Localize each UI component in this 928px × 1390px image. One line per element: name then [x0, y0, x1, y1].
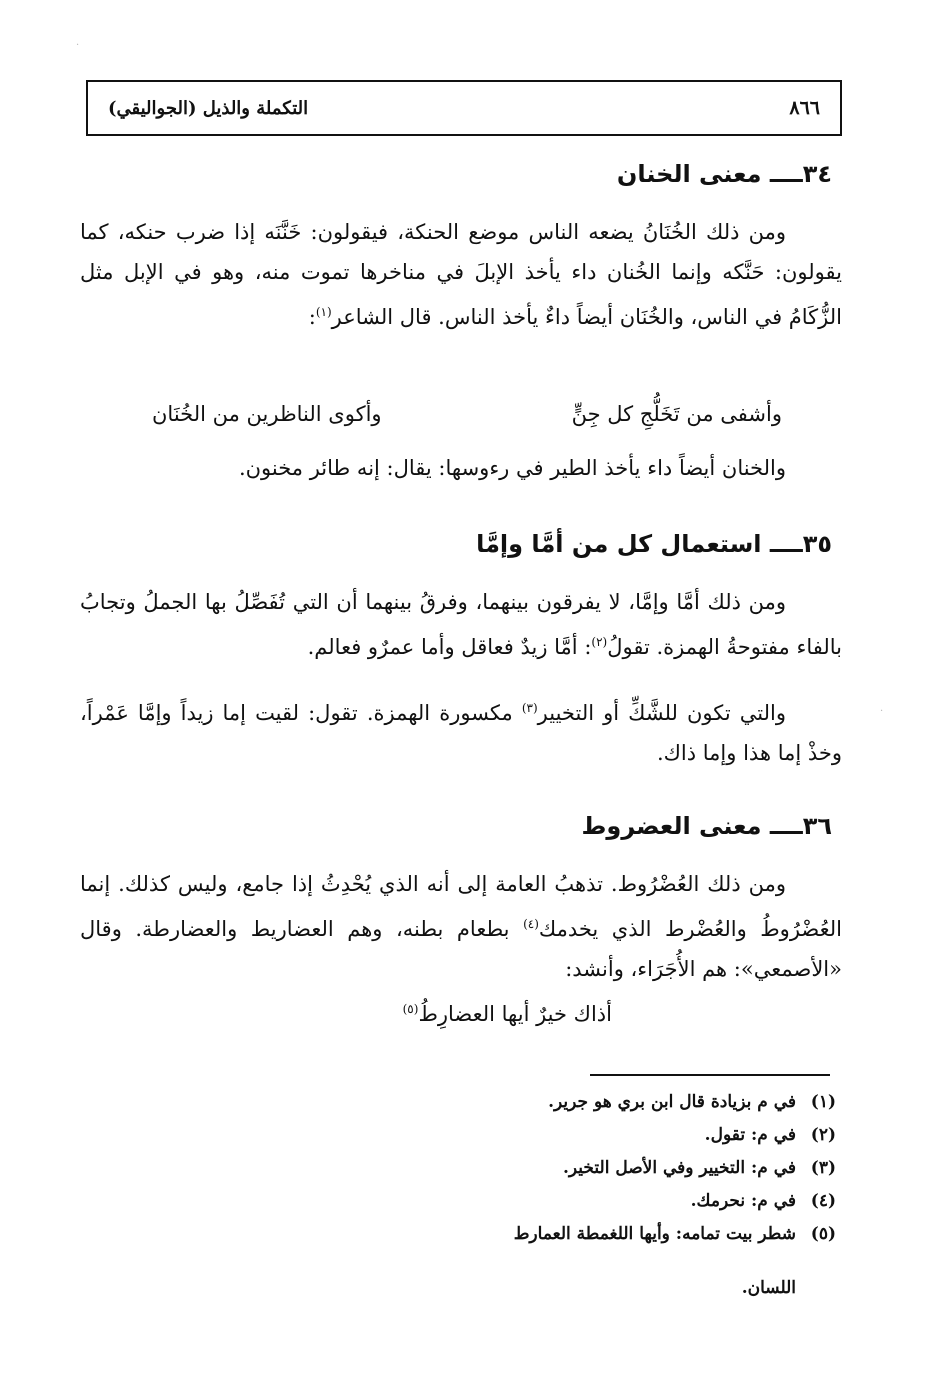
section-34-paragraph-2 [80, 448, 842, 488]
footnote-text: اللسان. [741, 1278, 796, 1298]
footnote-text: في م بزيادة قال ابن بري هو جرير. [548, 1092, 796, 1112]
paragraph-text: ومن ذلك العُضْرُوط. تذهبُ العامة إلى أنه الذي يُحْدِثُ إذا جامع، وليس كذلك. إنما العُضْرُوطُ والعُضْرط الذي يخدمك [80, 872, 842, 941]
paragraph-text: مكسورة الهمزة. تقول: لقيت إما زيداً وإمَّا عَمْراً، وخذْ إما هذا وإما ذاك. [80, 701, 842, 765]
paragraph-text: بطعام بطنه، وهم العضاريط والعضارطة. وقال «الأصمعي»: هم الأُجَرَاء، وأنشد: [80, 917, 842, 981]
footnote-text: في م: نحرمك. [690, 1191, 796, 1211]
footnote-text: في م: تقول. [704, 1125, 796, 1145]
scan-speck: · [880, 706, 884, 717]
section-36-paragraph-1 [80, 864, 842, 989]
paragraph-text: ومن ذلك أمَّا وإمَّا، لا يفرقون بينهما، وفرقُ بينهما أن التي تُفَصِّلُ بها الجملُ وتجابُ بالفاء مفتوحةُ الهمزة. تقولُ [80, 590, 842, 659]
footnote-number: (٥) [810, 1224, 836, 1244]
footnote-marker: (٤) [523, 917, 539, 931]
section-heading-36: ٣٦ــــ معنى العضروط [581, 812, 832, 840]
verse-line [403, 1002, 612, 1026]
footnote-5 [514, 1224, 836, 1244]
footnote-marker: (٣) [521, 701, 538, 715]
footnote-number: (١) [810, 1092, 836, 1112]
verse-left-hemistich: وأكوى الناظرين من الخُنَان [152, 402, 382, 426]
footnote-1 [548, 1092, 836, 1112]
paragraph-text: : أمَّا زيدٌ فعاقل وأما عمرٌو فعالم. [307, 635, 592, 659]
footnote-number: (٤) [810, 1191, 836, 1211]
footnote-separator [590, 1074, 830, 1076]
running-title: التكملة والذيل (الجواليقي) [108, 97, 309, 119]
paragraph-text: والخنان أيضاً داء يأخذ الطير في رءوسها: يقال: إنه طائر مخنون. [238, 456, 786, 480]
verse-text: أذاك خيرٌ أيها العضارِطُ [418, 1002, 612, 1026]
section-35-paragraph-1 [80, 582, 842, 667]
footnote-marker: (٥) [402, 1002, 419, 1016]
footnote-3 [563, 1158, 836, 1178]
footnote-number: (٢) [810, 1125, 836, 1145]
scan-speck: · [76, 40, 80, 51]
section-35-paragraph-2 [80, 688, 842, 773]
footnote-2 [705, 1125, 836, 1145]
page-header [86, 80, 842, 136]
section-34-paragraph-1 [80, 212, 842, 337]
paragraph-text: ومن ذلك الخُنَانُ يضعه الناس موضع الحنكة، فيقولون: خَنَّنَه إذا ضرب حنكه، كما يقولون: حَنَّكه وإنما الخُنان داء يأخذ الإبلَ في مناخرها تموت منه، وهو في الإبل مثل الزُّكَامُ في الناس، والخُنَان أيضاً داءٌ يأخذ الناس. قال الشاعر [80, 220, 842, 329]
section-heading-35: ٣٥ــــ استعمال كل من أمَّا وإمَّا [476, 530, 832, 558]
footnote-number: (٣) [810, 1158, 836, 1178]
verse-right-hemistich: وأشفى من تَخَلُّجِ كل جِنٍّ [571, 402, 782, 426]
footnote-4 [691, 1191, 836, 1211]
page-number: ٨٦٦ [789, 97, 820, 119]
footnote-text: في م: التخيير وفي الأصل التخير. [562, 1158, 796, 1178]
section-heading-34: ٣٤ــــ معنى الخنان [616, 160, 832, 188]
footnote-marker: (١) [315, 305, 332, 319]
footnote-5-continuation [742, 1278, 836, 1298]
paragraph-text: والتي تكون للشَّكِّ أو التخيير [537, 701, 786, 725]
paragraph-text: : [308, 305, 316, 329]
footnote-text: شطر بيت تمامه: وأيها اللغمطة العمارط [513, 1224, 796, 1244]
footnote-marker: (٢) [591, 635, 608, 649]
